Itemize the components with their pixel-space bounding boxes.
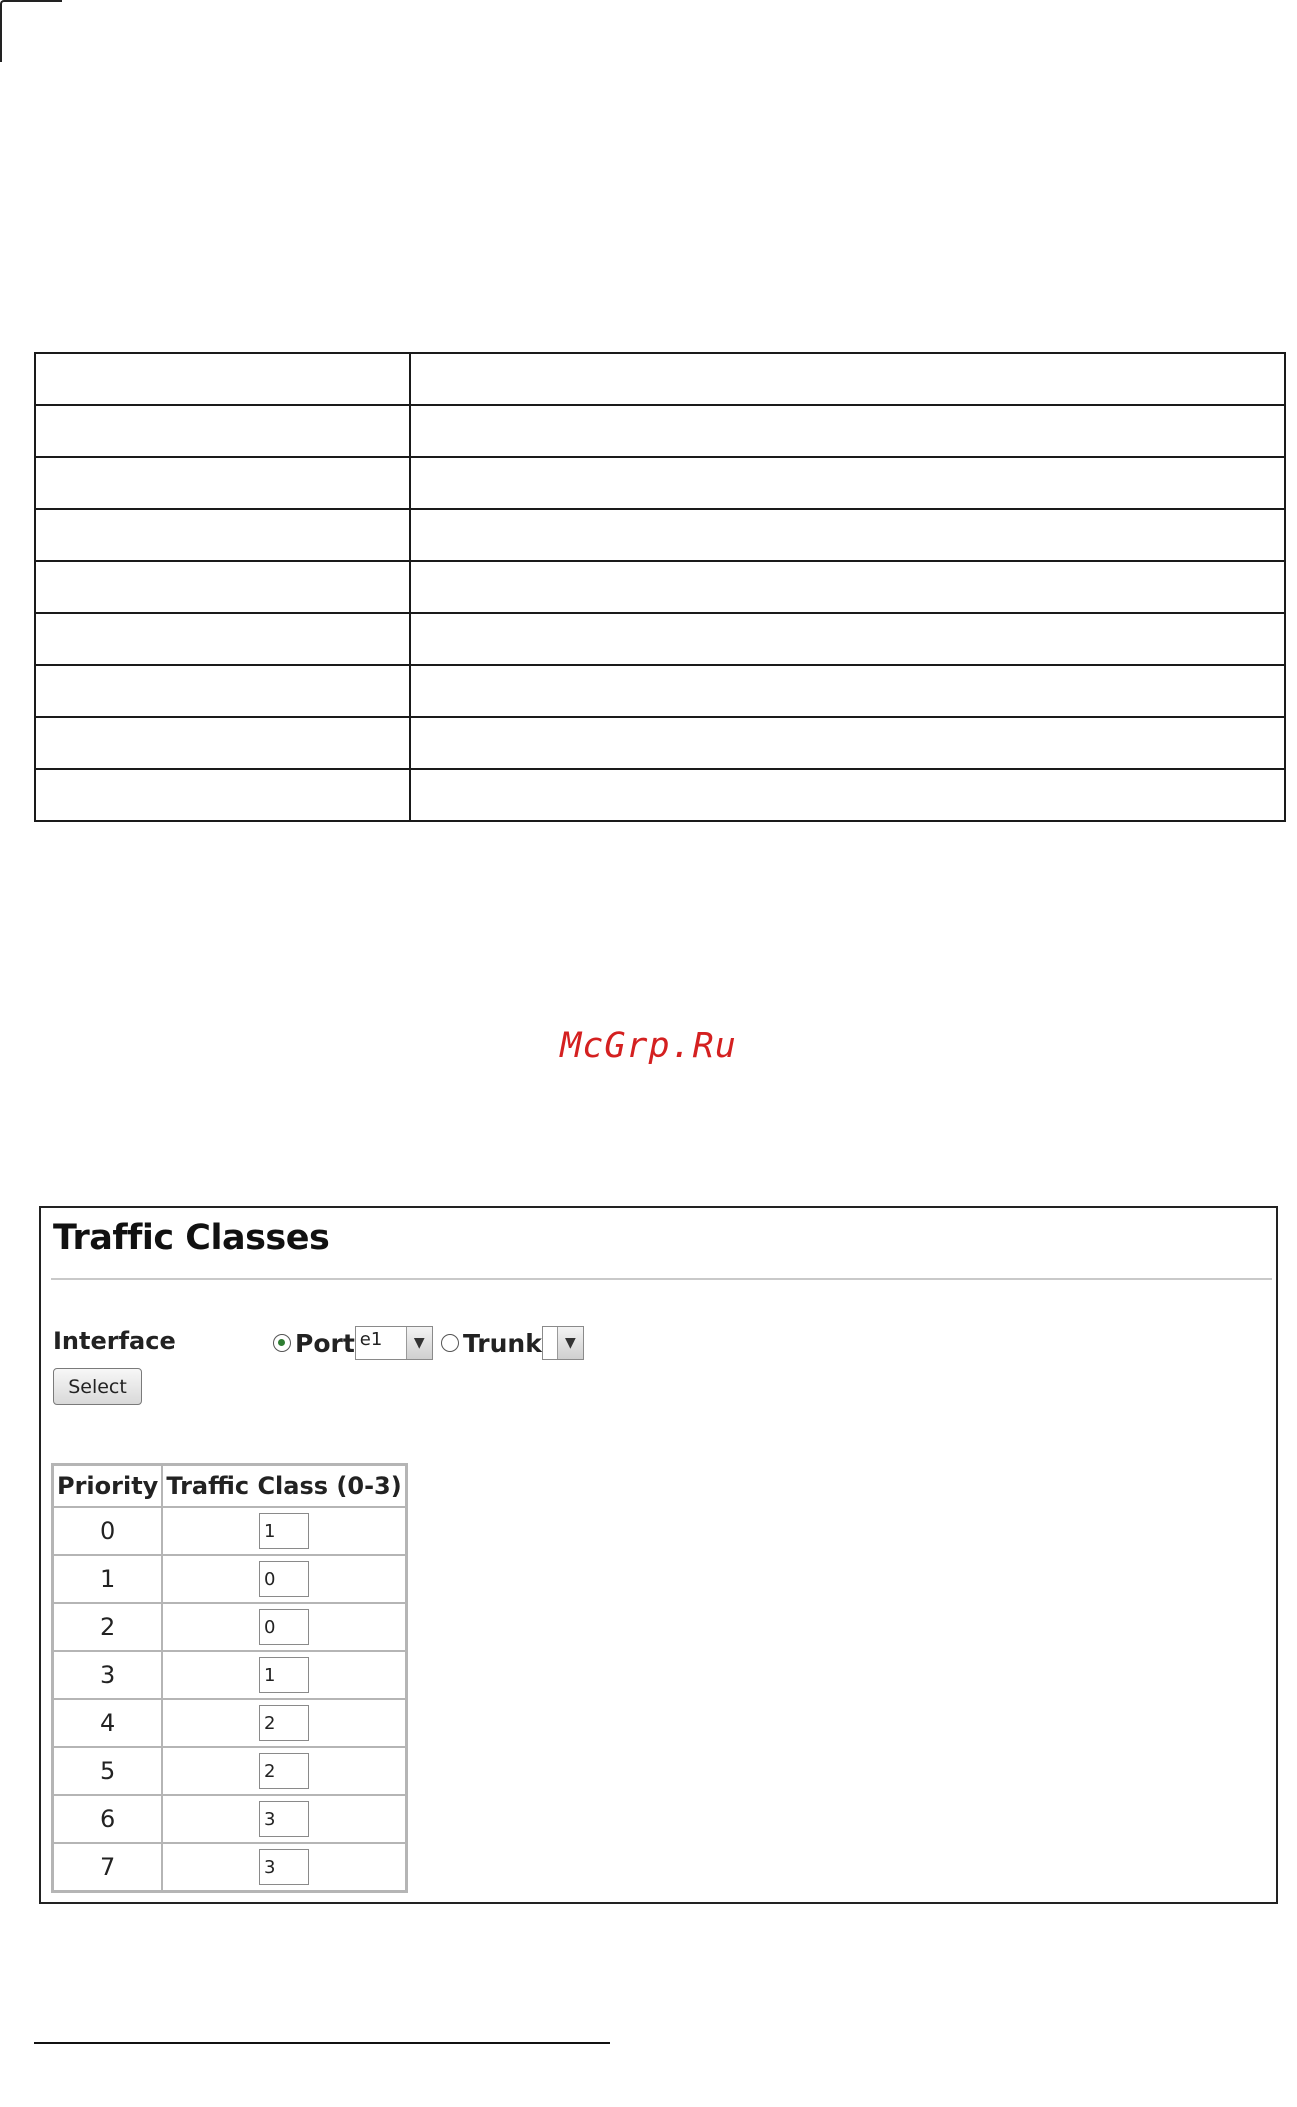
- reference-table-cell: [35, 613, 410, 665]
- priority-cell: 0: [53, 1507, 162, 1555]
- traffic-class-cell: [162, 1555, 405, 1603]
- reference-table-cell: [35, 405, 410, 457]
- traffic-class-input[interactable]: [259, 1801, 309, 1837]
- reference-table-row: [35, 665, 1285, 717]
- traffic-class-cell: [162, 1651, 405, 1699]
- trunk-radio[interactable]: [441, 1334, 459, 1352]
- traffic-class-input[interactable]: [259, 1609, 309, 1645]
- reference-table-row: [35, 457, 1285, 509]
- traffic-class-cell: [162, 1603, 405, 1651]
- table-row: [53, 1555, 406, 1603]
- reference-table-cell: [35, 353, 410, 405]
- table-row: [53, 1699, 406, 1747]
- port-label: Port: [295, 1328, 355, 1358]
- traffic-class-header: Traffic Class (0-3): [162, 1465, 405, 1507]
- table-row: [53, 1843, 406, 1891]
- traffic-class-cell: [162, 1699, 405, 1747]
- reference-table-cell: [35, 457, 410, 509]
- reference-table-cell: [410, 509, 1285, 561]
- reference-table-cell: [410, 561, 1285, 613]
- port-select[interactable]: [355, 1326, 433, 1360]
- priority-cell: 4: [53, 1699, 162, 1747]
- watermark: McGrp.Ru: [560, 1026, 737, 1066]
- crop-mark: [0, 0, 62, 62]
- traffic-class-cell: [162, 1843, 405, 1891]
- trunk-label: Trunk: [463, 1328, 542, 1358]
- reference-table-row: [35, 717, 1285, 769]
- reference-table-row: [35, 769, 1285, 821]
- chevron-down-icon[interactable]: ▼: [557, 1327, 583, 1359]
- page-title: Traffic Classes: [53, 1218, 330, 1258]
- reference-table-row: [35, 353, 1285, 405]
- reference-table-cell: [410, 353, 1285, 405]
- priority-cell: 6: [53, 1795, 162, 1843]
- table-row: [53, 1603, 406, 1651]
- traffic-class-cell: [162, 1795, 405, 1843]
- priority-cell: 2: [53, 1603, 162, 1651]
- reference-table: [34, 352, 1286, 822]
- table-row: [53, 1795, 406, 1843]
- reference-table-row: [35, 405, 1285, 457]
- trunk-select-value: [543, 1327, 557, 1359]
- reference-table-cell: [35, 509, 410, 561]
- port-radio[interactable]: [273, 1334, 291, 1352]
- traffic-class-table: [51, 1463, 408, 1893]
- reference-table-cell: [410, 717, 1285, 769]
- select-button[interactable]: Select: [53, 1368, 142, 1405]
- trunk-select[interactable]: [542, 1326, 584, 1360]
- reference-table-cell: [35, 665, 410, 717]
- priority-header: Priority: [53, 1465, 162, 1507]
- interface-label: Interface: [53, 1327, 176, 1355]
- port-select-value: e1: [359, 1329, 383, 1350]
- reference-table-cell: [410, 665, 1285, 717]
- reference-table-cell: [410, 769, 1285, 821]
- reference-table-row: [35, 509, 1285, 561]
- priority-cell: 3: [53, 1651, 162, 1699]
- traffic-class-cell: [162, 1747, 405, 1795]
- traffic-classes-panel: [39, 1206, 1278, 1904]
- table-row: [53, 1651, 406, 1699]
- traffic-class-input[interactable]: [259, 1561, 309, 1597]
- reference-table-cell: [35, 769, 410, 821]
- traffic-class-input[interactable]: [259, 1705, 309, 1741]
- trunk-radio-group: [441, 1326, 584, 1360]
- port-radio-group: [273, 1326, 433, 1360]
- priority-cell: 5: [53, 1747, 162, 1795]
- traffic-class-cell: [162, 1507, 405, 1555]
- reference-table-cell: [410, 405, 1285, 457]
- priority-cell: 1: [53, 1555, 162, 1603]
- traffic-class-input[interactable]: [259, 1849, 309, 1885]
- reference-table-cell: [35, 561, 410, 613]
- traffic-class-input[interactable]: [259, 1657, 309, 1693]
- chevron-down-icon[interactable]: ▼: [406, 1327, 432, 1359]
- footnote-divider: [34, 2042, 610, 2044]
- title-divider: [51, 1278, 1272, 1280]
- traffic-class-input[interactable]: [259, 1513, 309, 1549]
- table-row: [53, 1747, 406, 1795]
- priority-cell: 7: [53, 1843, 162, 1891]
- traffic-class-input[interactable]: [259, 1753, 309, 1789]
- reference-table-cell: [410, 613, 1285, 665]
- table-row: [53, 1507, 406, 1555]
- reference-table-row: [35, 561, 1285, 613]
- reference-table-cell: [410, 457, 1285, 509]
- reference-table-cell: [35, 717, 410, 769]
- reference-table-row: [35, 613, 1285, 665]
